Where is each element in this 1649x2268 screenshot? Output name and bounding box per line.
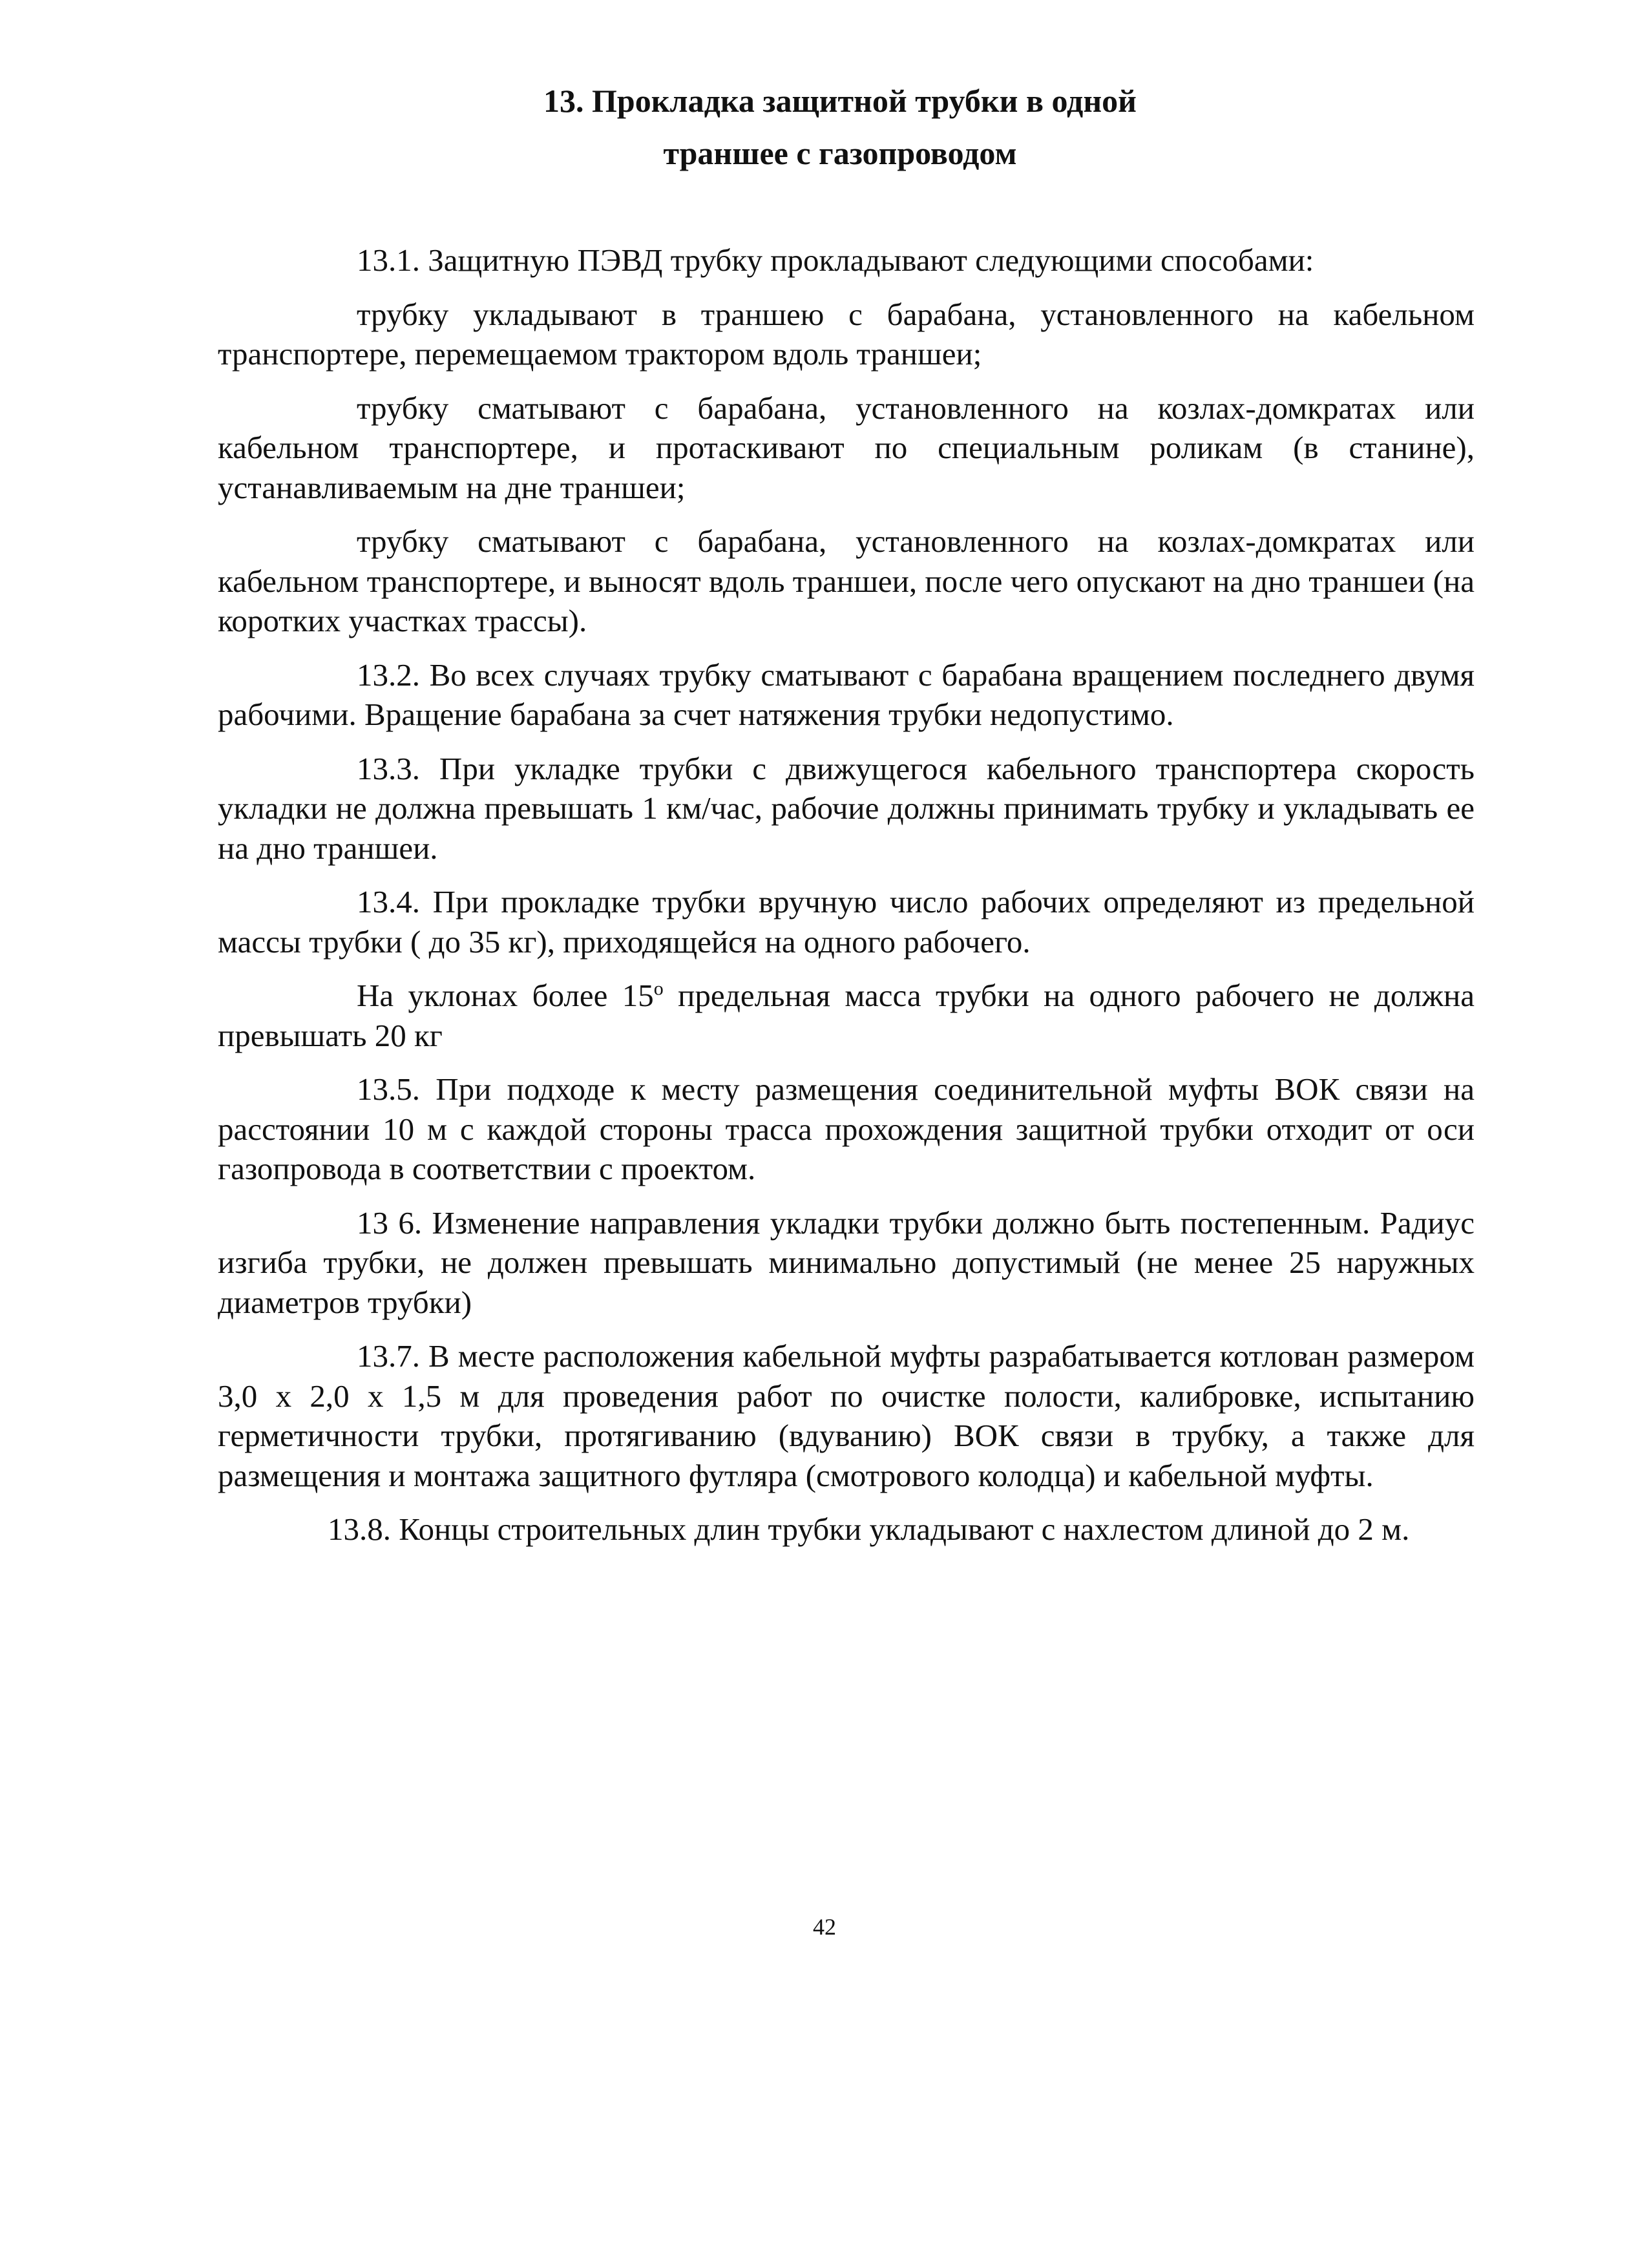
paragraph-13-4-slope [218, 976, 1475, 1055]
paragraph-13-2: 13.2. Во всех случаях трубку сматывают с барабана вращением последнего двумя рабочими. Вращение барабана за счет натяжения трубки недопустимо. [218, 656, 1475, 732]
paragraph-13-4: 13.4. При прокладке трубки вручную число рабочих определяют из предельной массы трубки ( до 35 кг), приходящейся на одного рабочего. [218, 884, 1475, 960]
page-number: 42 [813, 1914, 836, 1940]
slope-text-end: предельная масса трубки на одного рабочего не должна превышать 20 кг [218, 978, 1475, 1053]
section-title-line-1: 13. Прокладка защитной трубки в одной [543, 83, 1137, 119]
paragraph-13-1-method-a: трубку укладывают в траншею с барабана, установленного на кабельном транспортере, перемещаемом трактором вдоль траншеи; [218, 296, 1475, 372]
paragraph-13-8: 13.8. Концы строительных длин трубки укладывают с нахлестом длиной до 2 м. [328, 1511, 1410, 1547]
degree-superscript: o [653, 978, 664, 1000]
paragraph-13-1-method-b: трубку сматывают с барабана, установленного на козлах-домкратах или кабельном транспортере, и протаскивают по специальным роликам (в станине), устанавливаемым на дне траншеи; [218, 390, 1475, 505]
paragraph-13-1-method-c: трубку сматывают с барабана, установленного на козлах-домкратах или кабельном транспортере, и выносят вдоль траншеи, после чего опускают на дно траншеи (на коротких участках трассы). [218, 523, 1475, 638]
section-body [218, 240, 1475, 1564]
paragraph-13-6: 13 6. Изменение направления укладки трубки должно быть постепенным. Радиус изгиба трубки, не должен превышать минимально допустимый (не менее 25 наружных диаметров трубки) [218, 1204, 1475, 1320]
paragraph-13-5: 13.5. При подходе к месту размещения соединительной муфты ВОК связи на расстоянии 10 м с каждой стороны трасса прохождения защитной трубки отходит от оси газопровода в соответствии с проектом. [218, 1071, 1475, 1186]
paragraph-13-1: 13.1. Защитную ПЭВД трубку прокладывают следующими способами: [357, 242, 1314, 278]
paragraph-13-3: 13.3. При укладке трубки с движущегося кабельного транспортера скорость укладки не должна превышать 1 км/час, рабочие должны принимать трубку и укладывать ее на дно траншеи. [218, 750, 1475, 866]
slope-text-start: На уклонах более 15 [357, 978, 654, 1013]
section-title-line-2: траншее с газопроводом [663, 135, 1017, 171]
paragraph-13-7: 13.7. В месте расположения кабельной муфты разрабатывается котлован размером 3,0 х 2,0 х 1,5 м для проведения работ по очистке полости, калибровке, испытанию герметичности трубки, протягиванию (вдуванию) ВОК связи в трубку, а также для размещения и монтажа защитного футляра (смотрового колодца) и кабельной муфты. [218, 1338, 1475, 1493]
